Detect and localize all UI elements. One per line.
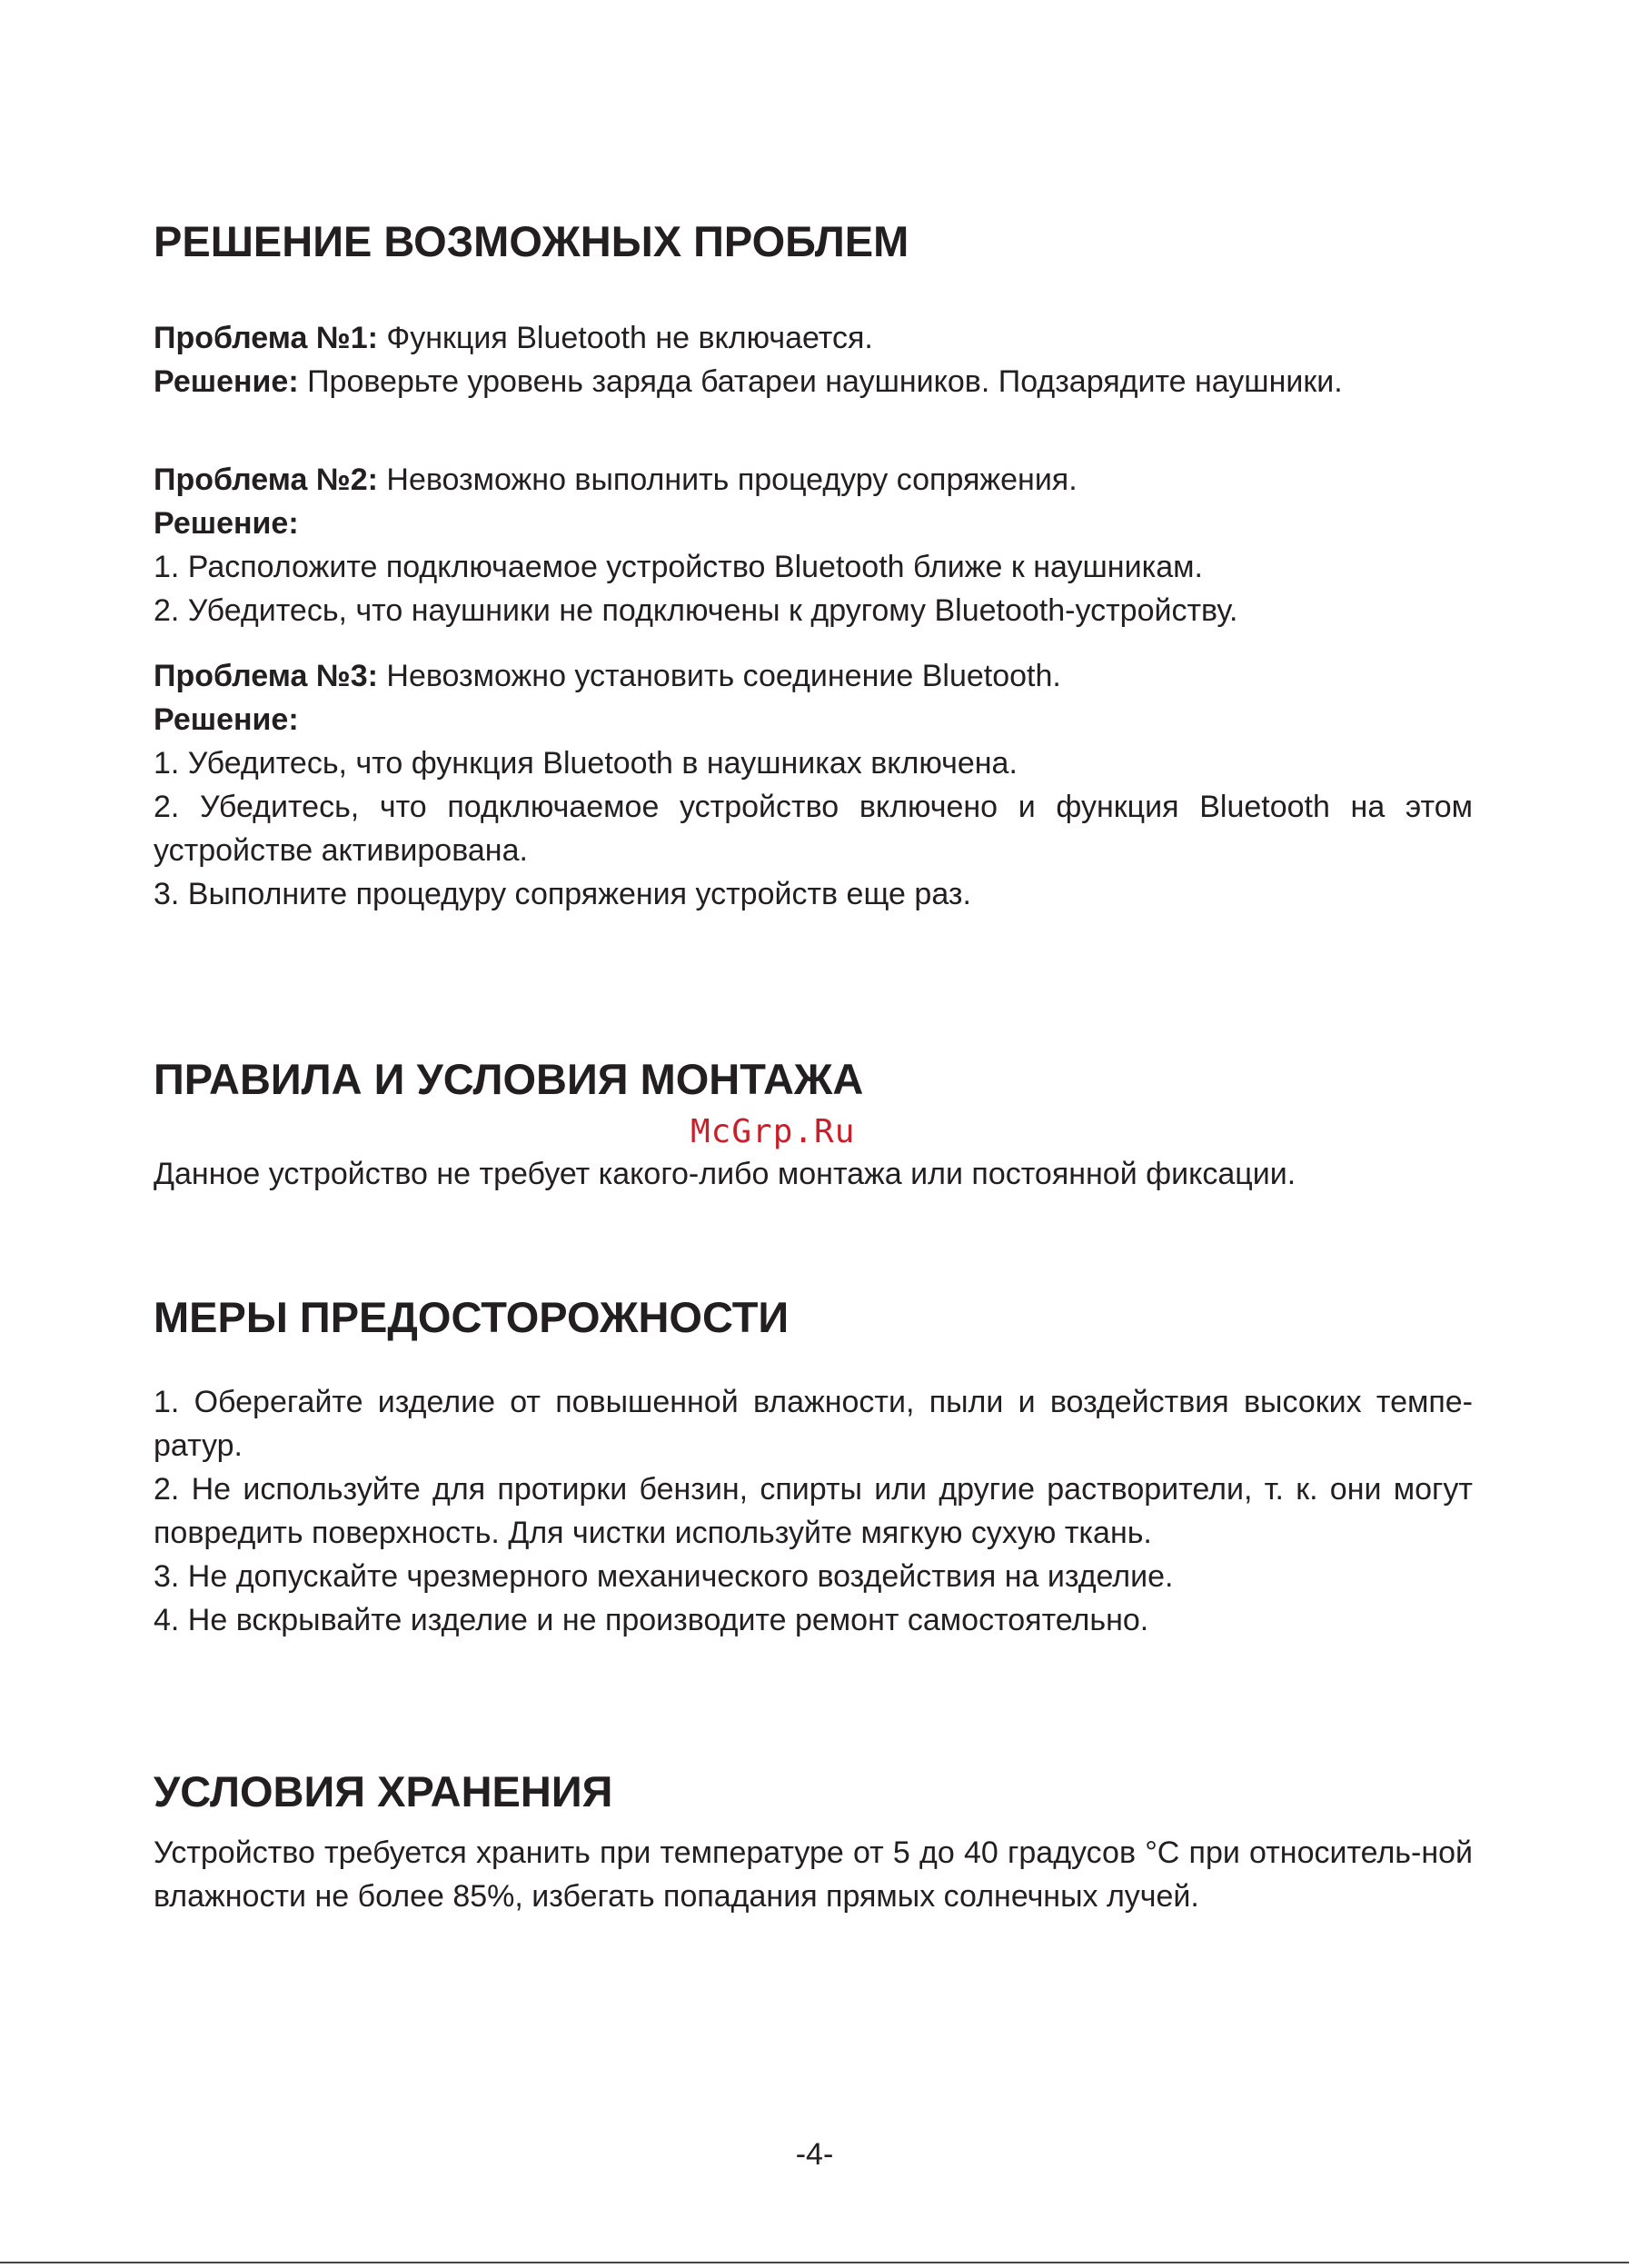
solution-1-text: Проверьте уровень заряда батареи наушников. Подзарядите наушники. [298, 364, 1343, 399]
storage-section [154, 1766, 1473, 1817]
storage-text-block [154, 1831, 1473, 1918]
precautions-heading: МЕРЫ ПРЕДОСТОРОЖНОСТИ [154, 1293, 790, 1341]
precaution-item: 4. Не вскрывайте изделие и не производите ремонт самостоятельно. [154, 1603, 1149, 1637]
solution-3-item: 3. Выполните процедуру сопряжения устройств еще раз. [154, 877, 971, 911]
watermark: McGrp.Ru [690, 1113, 856, 1150]
problem-3-block [154, 654, 1473, 916]
bottom-rule [0, 2262, 1629, 2263]
solution-2-item: 1. Расположите подключаемое устройство Bluetooth ближе к наушникам. [154, 550, 1203, 584]
mounting-heading: ПРАВИЛА И УСЛОВИЯ МОНТАЖА [154, 1055, 864, 1103]
storage-text: Устройство требуется хранить при температуре от 5 до 40 градусов °С при относитель-ной влажности не более 85%, избегать попадания прямых солнечных лучей. [154, 1835, 1473, 1914]
problem-1-text: Функция Bluetooth не включается. [377, 321, 873, 355]
precaution-item: 3. Не допускайте чрезмерного механического воздействия на изделие. [154, 1559, 1174, 1594]
mounting-text: Данное устройство не требует какого-либо монтажа или постоянной фиксации. [154, 1157, 1296, 1191]
problem-3-text: Невозможно установить соединение Bluetooth. [377, 659, 1061, 693]
troubleshooting-section [154, 216, 1473, 267]
precautions-list [154, 1380, 1473, 1642]
page-number: -4- [795, 2137, 834, 2172]
solution-2-label: Решение: [154, 506, 299, 541]
problem-2-label: Проблема №2: [154, 463, 378, 497]
solution-3-item: 1. Убедитесь, что функция Bluetooth в наушниках включена. [154, 746, 1018, 781]
problem-1 [154, 316, 1473, 360]
problem-3 [154, 654, 1473, 698]
precautions-section [154, 1292, 1473, 1343]
problem-2 [154, 458, 1473, 502]
problem-3-label: Проблема №3: [154, 659, 378, 693]
problem-1-label: Проблема №1: [154, 321, 378, 355]
solution-3-label: Решение: [154, 702, 299, 737]
precaution-item: 2. Не используйте для протирки бензин, спирты или другие растворители, т. к. они могут повредить поверхность. Для чистки используйте мягкую сухую ткань. [154, 1472, 1473, 1550]
storage-heading: УСЛОВИЯ ХРАНЕНИЯ [154, 1767, 613, 1815]
solution-1 [154, 360, 1473, 403]
troubleshooting-heading: РЕШЕНИЕ ВОЗМОЖНЫХ ПРОБЛЕМ [154, 217, 909, 265]
solution-2-item: 2. Убедитесь, что наушники не подключены к другому Bluetooth-устройству. [154, 593, 1238, 628]
precaution-item: 1. Оберегайте изделие от повышенной влажности, пыли и воздействия высоких темпе-ратур. [154, 1385, 1473, 1463]
solution-1-label: Решение: [154, 364, 299, 399]
problem-2-text: Невозможно выполнить процедуру сопряжения. [377, 463, 1078, 497]
problem-1-block [154, 316, 1473, 403]
problem-2-block [154, 458, 1473, 632]
solution-3-item: 2. Убедитесь, что подключаемое устройство включено и функция Bluetooth на этом устройстве активирована. [154, 790, 1473, 868]
mounting-section [154, 1054, 1473, 1105]
mounting-text-block [154, 1152, 1473, 1196]
